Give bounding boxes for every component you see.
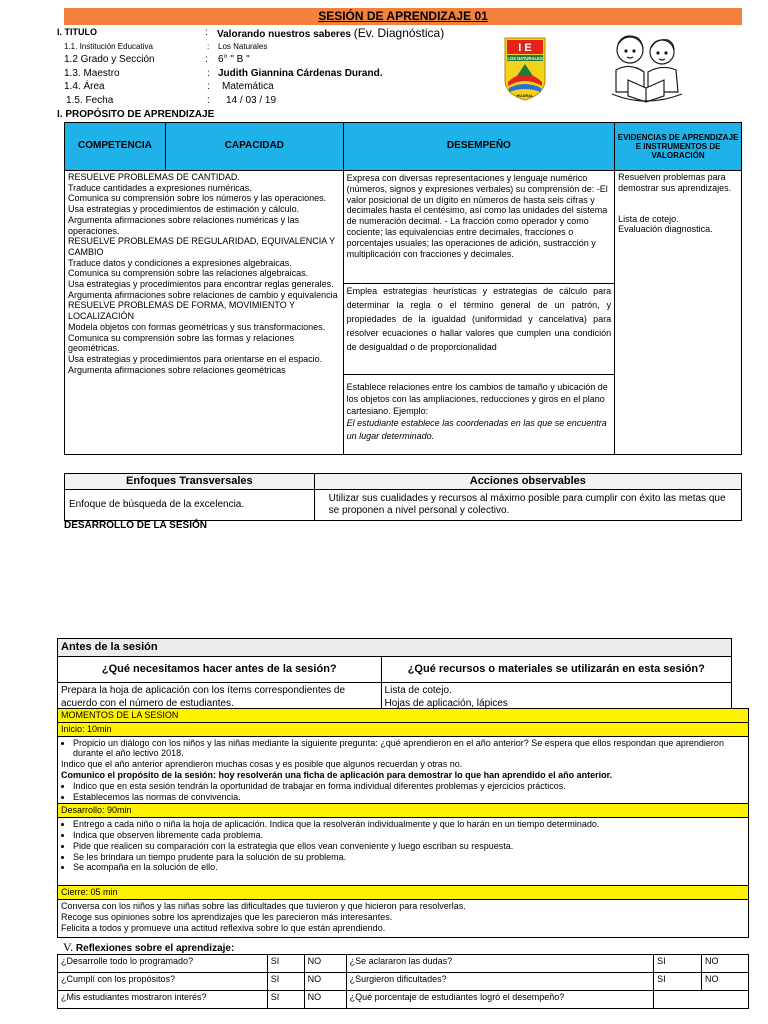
evidencias-cell — [615, 171, 742, 455]
area-label: 1.4. Área — [64, 81, 105, 92]
inicio-text: Indico que el año anterior aprendieron muchas cosas y es posible que algunos recuerdan y otras no. — [61, 759, 463, 770]
desempeno-regularidad: Emplea estrategias heurísticas y estrategias de cálculo para determinar la regla o el término general de un patrón, y propiedades de la igualdad (uniformidad y cancelativa) para resolver ecuaciones o hallar valores que cumplen una condición de desigualdad o de proporcionalidad — [343, 284, 615, 375]
enfoque-cell: Enfoque de búsqueda de la excelencia. — [65, 490, 315, 521]
svg-text:I E: I E — [518, 42, 532, 54]
antes-question-1: ¿Qué necesitamos hacer antes de la sesión? — [58, 657, 382, 683]
reflexion-percentage[interactable] — [654, 991, 749, 1009]
comp-line: Argumenta afirmaciones sobre relaciones numéricas y las operaciones. — [68, 214, 300, 236]
recurso-item: Lista de cotejo. — [384, 685, 452, 697]
inicio-heading: Inicio: 10min — [58, 722, 749, 736]
grado-value: 6° " B " — [218, 54, 250, 65]
reflexion-si[interactable]: SI — [267, 991, 304, 1009]
maestro-sep: : — [207, 68, 210, 79]
comp-line: Usa estrategias y procedimientos para encontrar reglas generales. — [68, 279, 334, 290]
comp-line: RESUELVE PROBLEMAS DE CANTIDAD. — [68, 172, 240, 182]
comp-line: Argumenta afirmaciones sobre relaciones geométricas — [68, 364, 286, 375]
inicio-content — [58, 736, 749, 804]
col-competencia: COMPETENCIA — [65, 123, 166, 171]
reflexiones-heading: V. Reflexiones sobre el aprendizaje: — [63, 940, 235, 954]
reflexion-question: ¿Mis estudiantes mostraron interés? — [58, 991, 268, 1009]
desarrollo-item: • Se acompaña en la solución de ello. — [73, 862, 745, 873]
desempeno-forma — [343, 375, 615, 455]
comp-line: Usa estrategias y procedimientos de estimación y cálculo. — [68, 204, 300, 215]
reflexion-no[interactable]: NO — [702, 955, 749, 973]
momentos-table — [57, 708, 749, 938]
desarrollo-content — [58, 818, 749, 886]
reflexion-no[interactable]: NO — [304, 991, 346, 1009]
col-evidencias: EVIDENCIAS DE APRENDIZAJE E INSTRUMENTOS DE VALORACIÓN — [615, 123, 742, 171]
proposito-heading: I. PROPÓSITO DE APRENDIZAJE — [57, 109, 215, 120]
fecha-sep: : — [207, 95, 210, 106]
comp-line: Modela objetos con formas geométricas y sus transformaciones. — [68, 321, 326, 332]
proposito-table — [64, 122, 742, 455]
antes-table — [57, 638, 732, 713]
enfoques-table — [64, 473, 742, 521]
desempeno-forma-example: El estudiante establece las coordenadas en las que se encuentra un lugar determinado. — [346, 418, 607, 441]
reflexion-question: ¿Cumplí con los propósitos? — [58, 973, 268, 991]
desarrollo-item: • Indica que observen libremente cada problema. — [73, 830, 745, 841]
antes-heading: Antes de la sesión — [58, 639, 732, 657]
reflexion-no[interactable]: NO — [304, 955, 346, 973]
momentos-heading: MOMENTOS DE LA SESION — [58, 709, 749, 723]
svg-text:LOS NATURALES: LOS NATURALES — [507, 56, 543, 61]
desarrollo-moment-heading: Desarrollo: 90min — [58, 804, 749, 818]
reflexion-question: ¿Surgieron dificultades? — [346, 973, 654, 991]
reflexion-si[interactable]: SI — [654, 973, 702, 991]
titulo-label: I. TITULO — [57, 27, 97, 37]
fecha-label: 1.5. Fecha — [66, 95, 114, 106]
school-logo — [503, 36, 547, 102]
recurso-item: Hojas de aplicación, lápices — [384, 697, 508, 709]
accion-cell: Utilizar sus cualidades y recursos al máximo posible para cumplir con éxito las metas que se proponen a nivel personal y colectivo. — [314, 490, 741, 521]
comp-line: Argumenta afirmaciones sobre relaciones de cambio y equivalencia — [68, 289, 338, 300]
desarrollo-item: • Se les brindara un tiempo prudente para la solución de su problema. — [73, 852, 745, 863]
comp-line: Comunica su comprensión sobre los números y las operaciones. — [68, 193, 327, 204]
cierre-line: Conversa con los niños y las niñas sobre las dificultades que tuvieron y que hicieron para resolverlas. — [61, 900, 466, 911]
reflexion-question: ¿Qué porcentaje de estudiantes logró el desempeño? — [346, 991, 654, 1009]
reflexion-si[interactable]: SI — [654, 955, 702, 973]
area-value: Matemática — [222, 81, 274, 92]
grado-sep: : — [205, 54, 208, 65]
reflexion-question: ¿Se aclararon las dudas? — [346, 955, 654, 973]
instrumento-text: Lista de cotejo. — [618, 213, 679, 224]
comp-line: Traduce cantidades a expresiones numéricas. — [68, 182, 252, 193]
cierre-content — [58, 899, 749, 937]
maestro-label: 1.3. Maestro — [64, 68, 120, 79]
children-reading-illustration — [604, 30, 688, 108]
acciones-header: Acciones observables — [314, 474, 741, 490]
desarrollo-item: • Pide que realicen su comparación con la estrategia que ellos vean conveniente y luego escriban su respuesta. — [73, 841, 745, 852]
reflexiones-table — [57, 954, 749, 1009]
antes-question-2: ¿Qué recursos o materiales se utilizarán en esta sesión? — [381, 657, 731, 683]
cierre-heading: Cierre: 05 min — [58, 886, 749, 900]
inicio-item: • Establecemos las normas de convivencia. — [73, 792, 745, 803]
col-desempeno: DESEMPEÑO — [343, 123, 615, 171]
reflexion-no[interactable]: NO — [304, 973, 346, 991]
institucion-value: Los Naturales — [218, 42, 268, 51]
comp-line: Comunica su comprensión sobre las formas y relaciones geométricas. — [68, 332, 295, 354]
inicio-item: • Indico que en esta sesión tendrán la oportunidad de trabajar en forma individual diferentes problemas y ejercicios prácticos. — [73, 781, 745, 792]
comp-line: RESUELVE PROBLEMAS DE REGULARIDAD, EQUIVALENCIA Y CAMBIO — [68, 236, 335, 257]
reflexion-question: ¿Desarrolle todo lo programado? — [58, 955, 268, 973]
institucion-sep: : — [207, 42, 210, 51]
comp-line: Comunica su comprensión sobre las relaciones algebraicas. — [68, 268, 309, 279]
cierre-line: Recoge sus opiniones sobre los aprendizajes que les parecieron más interesantes. — [61, 911, 393, 922]
svg-text:HUARAL: HUARAL — [516, 93, 534, 98]
grado-label: 1.2 Grado y Sección — [64, 54, 155, 65]
reflexion-no[interactable]: NO — [702, 973, 749, 991]
col-capacidad: CAPACIDAD — [165, 123, 343, 171]
desempeno-forma-text: Establece relaciones entre los cambios de tamaño y ubicación de los objetos con las ampliaciones, reducciones y giros en el plano cartesiano. Ejemplo: — [346, 382, 608, 417]
desempeno-cantidad: Expresa con diversas representaciones y lenguaje numérico (números, signos y expresiones verbales) su comprensión de: -El valor posicional de un dígito en números de hasta seis cifras y decimales hasta el centésimo, así como las unidades del sistema de numeración decimal. - La fracción como operador y como cociente; las equivalencias entre decimales, fracciones o porcentajes usuales; las operaciones de adición, sustracción y multiplicación con fracciones y decimales. — [343, 171, 615, 284]
area-sep: : — [207, 81, 210, 92]
reflexion-si[interactable]: SI — [267, 955, 304, 973]
inicio-item: • Propicio un diálogo con los niños y las niñas mediante la siguiente pregunta: ¿qué aprendieron en el año anterior? Se espera que ellos respondan que aprendieron durante el año lectivo 2018. — [73, 738, 745, 760]
cierre-line: Felicita a todos y promueve una actitud reflexiva sobre lo que están aprendiendo. — [61, 922, 386, 933]
titulo-sep: : — [205, 27, 208, 38]
enfoques-header: Enfoques Transversales — [65, 474, 315, 490]
comp-line: Traduce datos y condiciones a expresiones algebraicas. — [68, 257, 292, 268]
session-title: SESIÓN DE APRENDIZAJE 01 — [64, 8, 742, 25]
competencia-capacidad-cell — [65, 171, 344, 455]
comp-line: RESUELVE PROBLEMAS DE FORMA, MOVIMIENTO Y LOCALIZACIÓN — [68, 300, 295, 322]
instrumento-text: Evaluación diagnostica. — [618, 224, 713, 235]
desarrollo-item: • Entrego a cada niño o niña la hoja de aplicación. Indica que la resolverán individualmente y que lo harán en un tiempo determinado. — [73, 819, 745, 830]
desarrollo-heading: DESARROLLO DE LA SESIÓN — [64, 520, 207, 531]
comp-line: Usa estrategias y procedimientos para orientarse en el espacio. — [68, 353, 323, 364]
evidencia-text: Resuelven problemas para demostrar sus aprendizajes. — [618, 172, 732, 193]
inicio-proposito: Comunico el propósito de la sesión: hoy resolverán una ficha de aplicación para demostrar lo que han aprendido el año anterior. — [61, 769, 613, 780]
institucion-label: 1.1. Institución Educativa — [64, 42, 153, 51]
maestro-value: Judith Giannina Cárdenas Durand. — [218, 68, 383, 79]
titulo-value: Valorando nuestros saberes (Ev. Diagnóstica) — [217, 26, 445, 40]
fecha-value: 14 / 03 / 19 — [226, 95, 277, 106]
antes-answer-1: Prepara la hoja de aplicación con los ítems correspondientes de acuerdo con el número de estudiantes. — [58, 683, 382, 712]
reflexion-si[interactable]: SI — [267, 973, 304, 991]
